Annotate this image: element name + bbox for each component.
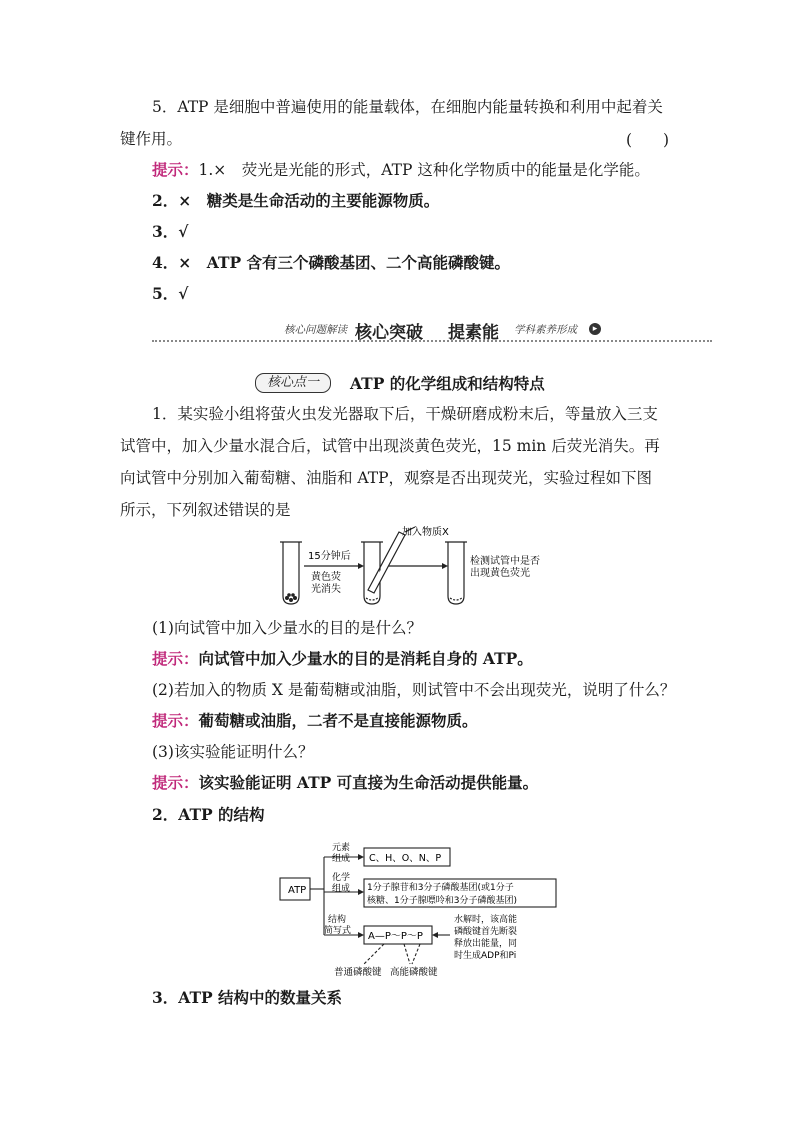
label-fade-1: 黄色荧 xyxy=(311,572,341,583)
label-detect-2: 出现黄色荧光 xyxy=(470,568,530,579)
powder-particles xyxy=(285,593,297,602)
hint-2 xyxy=(152,710,478,732)
note-line-3: 释放出能量，同 xyxy=(454,939,518,949)
label-add-x: 加入物质X xyxy=(402,527,449,538)
atp-root-label: ATP xyxy=(288,885,307,896)
banner-right-big: 提素能 xyxy=(448,323,499,343)
test-tube-1 xyxy=(283,542,299,604)
branch-3-label-a: 结构 xyxy=(328,915,347,925)
hint-1 xyxy=(152,648,533,670)
banner-arrow-icon: ▸ xyxy=(589,323,601,335)
problem-1-line2: 试管中，加入少量水混合后，试管中出现淡黄色荧光，15 min 后荧光消失。再 xyxy=(120,437,660,455)
hint-3-text: 该实验能证明 ATP 可直接为生命活动提供能量。 xyxy=(198,773,539,792)
normal-bond-label: 普通磷酸键 xyxy=(334,967,382,978)
question-5-line1: 5．ATP 是细胞中普遍使用的能量载体，在细胞内能量转换和利用中起着关 xyxy=(152,98,663,116)
hint-label: 提示： xyxy=(152,160,199,179)
composition-line-2: 核糖、1分子腺嘌呤和3分子磷酸基团) xyxy=(367,896,517,906)
answer-3: 3．√ xyxy=(152,222,189,241)
elements-text: C、H、O、N、P xyxy=(369,853,442,864)
hint-3 xyxy=(152,772,538,794)
branch-1-label-a: 元素 xyxy=(332,843,351,853)
atp-structure-diagram xyxy=(278,832,568,980)
answer-2: 2．× 糖类是生命活动的主要能源物质。 xyxy=(152,191,440,210)
answer-1-text: 1.× 荧光是光能的形式，ATP 这种化学物质中的能量是化学能。 xyxy=(198,161,650,179)
answer-4: 4．× ATP 含有三个磷酸基团、二个高能磷酸键。 xyxy=(152,253,511,272)
note-line-1: 水解时，该高能 xyxy=(454,915,518,925)
section-2-heading: 2．ATP 的结构 xyxy=(152,805,265,824)
branch-3-label-b: 简写式 xyxy=(324,926,352,936)
banner-left-small: 核心问题解读 xyxy=(284,324,347,336)
hint-1-text: 向试管中加入少量水的目的是消耗自身的 ATP。 xyxy=(198,649,533,668)
label-fade-2: 光消失 xyxy=(311,584,341,595)
sub-question-1: (1)向试管中加入少量水的目的是什么？ xyxy=(152,619,422,637)
high-energy-bond-label: 高能磷酸键 xyxy=(390,967,438,978)
section-3-heading: 3．ATP 结构中的数量关系 xyxy=(152,988,343,1007)
hint-label: 提示： xyxy=(152,711,199,730)
key-point-badge: 核心点一 xyxy=(255,373,331,393)
key-point-title: ATP 的化学组成和结构特点 xyxy=(350,374,545,393)
hint-label: 提示： xyxy=(152,649,199,668)
banner-dotted-rule xyxy=(152,340,712,342)
branch-2-label-b: 组成 xyxy=(332,884,351,894)
sub-question-2: (2)若加入的物质 X 是葡萄糖或油脂，则试管中不会出现荧光，说明了什么？ xyxy=(152,681,676,699)
experiment-diagram xyxy=(278,524,578,610)
branch-2-label-a: 化学 xyxy=(332,873,351,883)
label-after-15-min: 15分钟后 xyxy=(308,551,351,562)
problem-1-line1: 1．某实验小组将萤火虫发光器取下后，干燥研磨成粉末后，等量放入三支 xyxy=(152,405,658,423)
problem-1-line3: 向试管中分别加入葡萄糖、油脂和 ATP，观察是否出现荧光，实验过程如下图 xyxy=(120,469,653,487)
problem-1-line4: 所示，下列叙述错误的是 xyxy=(120,501,291,519)
note-line-2: 磷酸键首先断裂 xyxy=(454,927,518,937)
branch-1-label-b: 组成 xyxy=(332,854,351,864)
banner-left-big: 核心突破 xyxy=(355,323,423,343)
question-5-line2: 键作用。 xyxy=(120,130,183,148)
note-line-4: 时生成ADP和Pi xyxy=(454,951,517,961)
banner-right-small: 学科素养形成 xyxy=(514,324,577,336)
composition-line-1: 1分子腺苷和3分子磷酸基团(或1分子 xyxy=(367,883,514,893)
answer-1 xyxy=(152,159,650,181)
answer-5: 5．√ xyxy=(152,284,189,303)
section-banner xyxy=(152,318,712,346)
formula-text: A—P～P～P xyxy=(368,931,423,942)
answer-parentheses: ( ) xyxy=(626,131,670,149)
hint-label: 提示： xyxy=(152,773,199,792)
sub-question-3: (3)该实验能证明什么？ xyxy=(152,743,314,761)
hint-2-text: 葡萄糖或油脂，二者不是直接能源物质。 xyxy=(198,711,478,730)
label-detect-1: 检测试管中是否 xyxy=(470,556,540,567)
test-tube-3 xyxy=(448,542,464,604)
